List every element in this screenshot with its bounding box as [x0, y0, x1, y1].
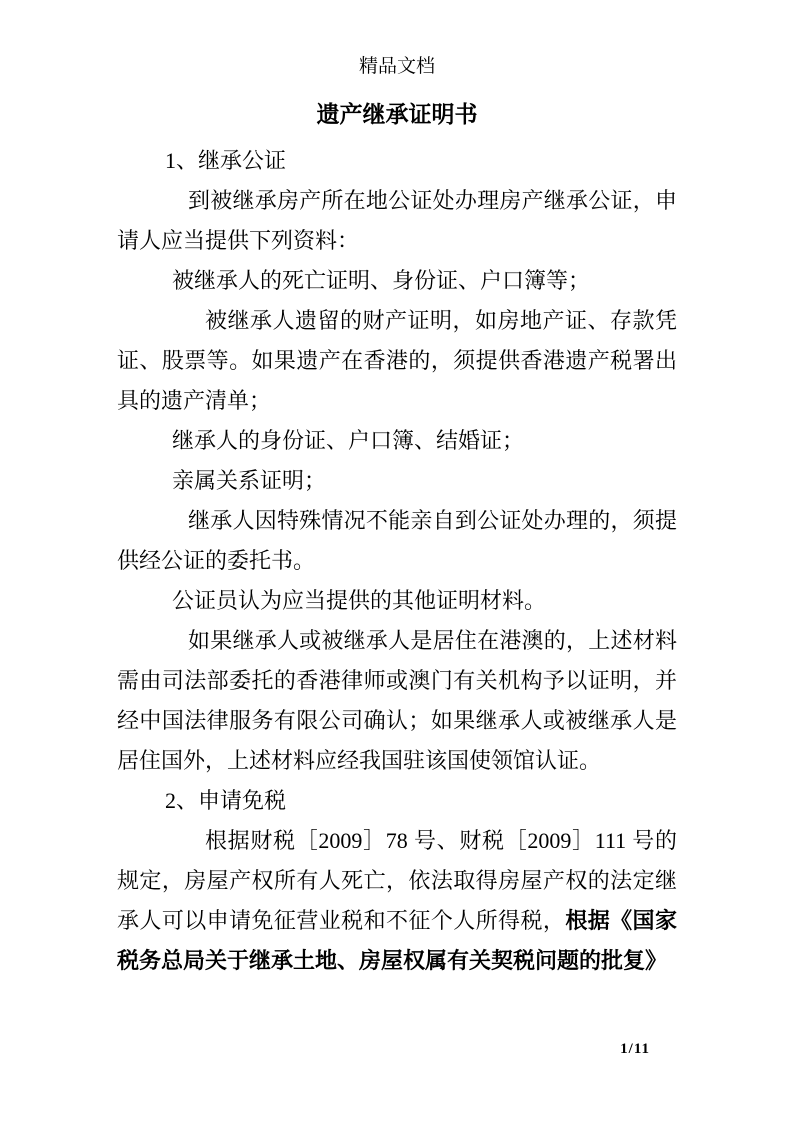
paragraph-text: 1、继承公证 — [165, 148, 287, 173]
paragraph-heading-2 — [117, 781, 677, 821]
paragraph-text: 2、申请免税 — [165, 788, 287, 813]
paragraph-text: 继承人因特殊情况不能亲自到公证处办理的，须提供经公证的委托书。 — [117, 508, 677, 573]
paragraph-text: 被继承人的死亡证明、身份证、户口簿等； — [172, 268, 591, 293]
doc-header: 精品文档 — [358, 56, 435, 77]
paragraph-kinship-proof — [117, 461, 677, 501]
paragraph-power-of-attorney — [117, 501, 677, 581]
paragraph-text: 到被继承房产所在地公证处办理房产继承公证，申请人应当提供下列资料： — [117, 188, 677, 253]
paragraph-heading-1 — [117, 141, 677, 181]
cited-regulation-title: 根据《国家税务总局关于继承土地、房屋权属有关契税问题的批复》 — [117, 908, 677, 973]
paragraph-notary-intro — [117, 181, 677, 261]
paragraph-death-certificate — [117, 261, 677, 301]
doc-body — [117, 141, 677, 981]
doc-title: 遗产继承证明书 — [316, 102, 478, 127]
paragraph-text: 公证员认为应当提供的其他证明材料。 — [172, 588, 547, 613]
paragraph-text: 根据财税［2009］78 号、财税［2009］111 号的规定，房屋产权所有人死亡，依法取得房屋产权的法定继承人可以申请免征营业税和不征个人所得税， — [117, 828, 677, 933]
paragraph-heir-id — [117, 421, 677, 461]
paragraph-text: 被继承人遗留的财产证明，如房地产证、存款凭证、股票等。如果遗产在香港的，须提供香港遗产税署出具的遗产清单； — [117, 308, 677, 413]
paragraph-other-materials — [117, 581, 677, 621]
paragraph-text: 如果继承人或被继承人是居住在港澳的，上述材料需由司法部委托的香港律师或澳门有关机构予以证明，并经中国法律服务有限公司确认；如果继承人或被继承人是居住国外，上述材料应经我国驻该国使领馆认证。 — [117, 628, 677, 773]
paragraph-tax-exemption — [117, 821, 677, 981]
paragraph-overseas-residents — [117, 621, 677, 781]
paragraph-property-proof — [117, 301, 677, 421]
paragraph-text: 亲属关系证明； — [172, 468, 327, 493]
paragraph-text: 继承人的身份证、户口簿、结婚证； — [172, 428, 525, 453]
page-number: 1/11 — [620, 1041, 650, 1057]
